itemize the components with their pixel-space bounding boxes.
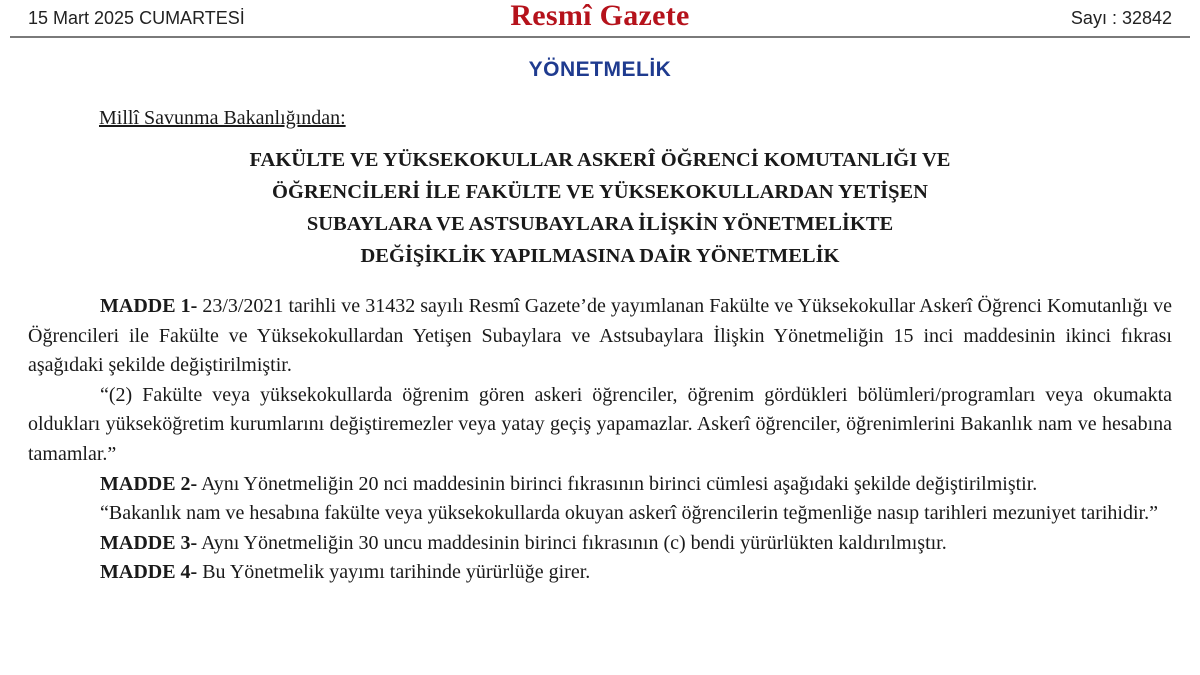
gazette-title: Resmî Gazete	[510, 0, 690, 32]
article-label: MADDE 1-	[100, 295, 198, 317]
article-label: MADDE 4-	[100, 561, 198, 584]
regulation-title-line: FAKÜLTE VE YÜKSEKOKULLAR ASKERÎ ÖĞRENCİ KOMUTANLIĞI VE	[249, 149, 951, 171]
article-3	[28, 529, 1172, 559]
article-text: Bu Yönetmelik yayımı tarihinde yürürlüğe girer.	[202, 561, 591, 584]
regulation-title-line: SUBAYLARA VE ASTSUBAYLARA İLİŞKİN YÖNETMELİKTE	[306, 213, 894, 235]
article-text: Aynı Yönetmeliğin 30 uncu maddesinin birinci fıkrasının (c) bendi yürürlükten kaldırılmıştır.	[201, 531, 947, 554]
article-2	[28, 470, 1172, 500]
header-divider	[10, 36, 1190, 38]
article-2-quote: “Bakanlık nam ve hesabına fakülte veya yüksekokullarda okuyan askerî öğrencilerin teğmenliğe nasıp tarihleri mezuniyet tarihidir.”	[100, 502, 1158, 525]
regulation-title-line: ÖĞRENCİLERİ İLE FAKÜLTE VE YÜKSEKOKULLARDAN YETİŞEN	[272, 181, 928, 203]
article-label: MADDE 3-	[100, 531, 198, 554]
document-type: YÖNETMELİK	[528, 58, 672, 81]
article-1	[28, 292, 1172, 381]
regulation-body	[28, 292, 1172, 588]
regulation-title-line: DEĞİŞİKLİK YAPILMASINA DAİR YÖNETMELİK	[360, 245, 840, 267]
regulation-title	[0, 144, 1200, 272]
publication-date: 15 Mart 2025 CUMARTESİ	[28, 8, 245, 28]
article-1-quote: “(2) Fakülte veya yüksekokullarda öğrenim gören askeri öğrenciler, öğrenim gördükleri bölümleri/programları veya okumakta oldukları yükseköğretim kurumlarını değiştiremezler veya yatay geçiş yapamazlar. Askerî öğrenciler, öğrenimlerini Bakanlık nam ve hesabına tamamlar.”	[28, 383, 1172, 465]
article-text: 23/3/2021 tarihli ve 31432 sayılı Resmî Gazete’de yayımlanan Fakülte ve Yüksekokullar Askerî Öğrenci Komutanlığı ve Öğrencileri ile Fakülte ve Yüksekokullardan Yetişen Subaylara ve Astsubaylara İlişkin Yönetmeliğin 15 inci maddesinin ikinci fıkrası aşağıdaki şekilde değiştirilmiştir.	[28, 295, 1172, 377]
article-label: MADDE 2-	[100, 472, 198, 495]
article-4	[28, 558, 1172, 588]
issue-number: Sayı : 32842	[1070, 8, 1172, 28]
article-text: Aynı Yönetmeliğin 20 nci maddesinin birinci fıkrasının birinci cümlesi aşağıdaki şekilde değiştirilmiştir.	[201, 472, 1038, 495]
ministry-name: Millî Savunma Bakanlığından:	[99, 107, 346, 129]
gazette-header	[0, 0, 1200, 36]
